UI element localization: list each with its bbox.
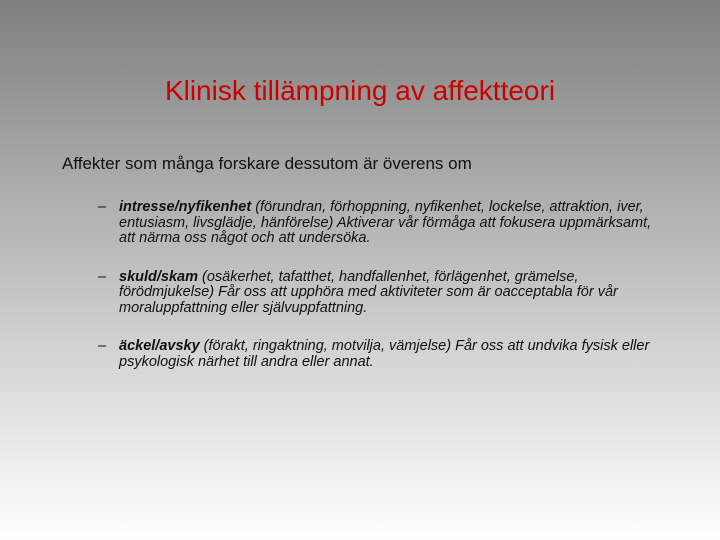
list-item — [98, 339, 668, 370]
bullet-dash: – — [98, 268, 107, 285]
bullet-dash: – — [98, 199, 107, 215]
affect-term: skuld/skam — [119, 268, 198, 285]
affect-description: (förakt, ringaktning, motvilja, vämjelse) Får oss att undvika fysisk eller psykologisk närhet till andra eller annat. — [119, 338, 650, 370]
affect-description: (osäkerhet, tafatthet, handfallenhet, förlägenhet, grämelse, förödmjukelse) Får oss att upphöra med aktiviteter som är oacceptabla för vår moraluppfattning eller självuppfattning. — [119, 268, 618, 316]
slide-title: Klinisk tillämpning av affektteori — [164, 75, 556, 106]
bullet-dash: – — [98, 338, 107, 354]
affect-term: äckel/avsky — [119, 338, 200, 354]
list-item — [98, 200, 668, 247]
affect-term: intresse/nyfikenhet — [119, 199, 252, 215]
affect-description: (förundran, förhoppning, nyfikenhet, lockelse, attraktion, iver, entusiasm, livsglädje, hänförelse) Aktiverar vår förmåga att fokusera uppmärksamt, att närma oss något och att undersöka. — [119, 199, 652, 246]
intro-text: Affekter som många forskare dessutom är överens om — [62, 154, 472, 173]
list-item — [98, 270, 668, 317]
affect-list — [98, 200, 668, 370]
